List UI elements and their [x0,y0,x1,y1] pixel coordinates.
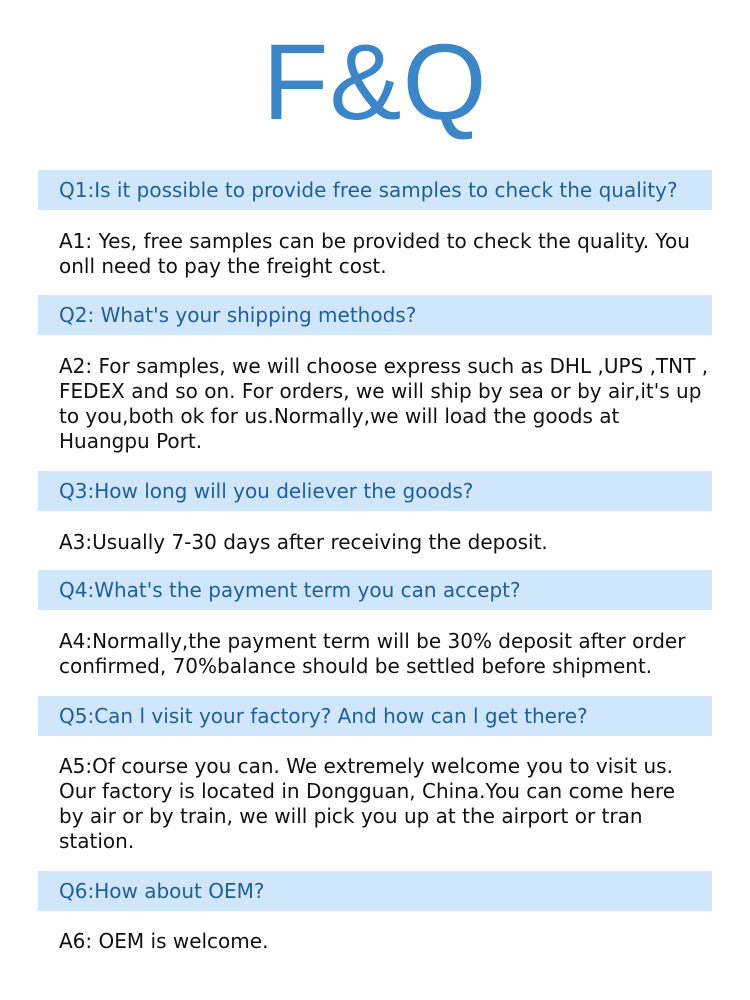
question-bar-1 [38,170,712,210]
question-bar-4 [38,570,712,610]
answer-text: Of course you can. We extremely welcome you to visit us. [92,754,673,778]
answer-label: A6: [59,929,93,953]
answer-3 [59,530,719,555]
answer-line [59,229,719,254]
answer-line: station. [59,829,135,853]
answer-label: A4: [59,629,93,653]
question-3-text: Q3:How long will you deliever the goods? [59,479,474,503]
question-6-text: Q6:How about OEM? [59,879,265,903]
answer-4 [59,629,719,679]
answer-line [59,354,719,379]
answer-line [59,629,719,654]
question-5-text: Q5:Can l visit your factory? And how can l get there? [59,704,588,728]
answer-6 [59,929,719,954]
answer-line: Huangpu Port. [59,429,203,453]
answer-text: Usually 7-30 days after receiving the deposit. [92,530,548,554]
answer-line: confirmed, 70%balance should be settled before shipment. [59,654,653,678]
answer-text: Normally,the payment term will be 30% deposit after order [92,629,686,653]
answer-label: A3: [59,530,93,554]
question-bar-6 [38,871,712,911]
answer-2 [59,354,719,454]
page-title: F&Q [262,21,488,142]
answer-line: by air or by train, we will pick you up at the airport or tran [59,804,643,828]
answer-text: OEM is welcome. [92,929,269,953]
question-1-text: Q1:Is it possible to provide free samples to check the quality? [59,178,678,202]
question-2-text: Q2: What's your shipping methods? [59,303,417,327]
answer-line: to you,both ok for us.Normally,we will load the goods at [59,404,620,428]
answer-line: onll need to pay the freight cost. [59,254,387,278]
answer-line: FEDEX and so on. For orders, we will ship by sea or by air,it's up [59,379,702,403]
answer-line [59,530,719,555]
answer-line: Our factory is located in Dongguan, China.You can come here [59,779,676,803]
question-bar-2 [38,295,712,335]
answer-label: A2: [59,354,93,378]
answer-label: A5: [59,754,93,778]
question-bar-5 [38,696,712,736]
question-bar-3 [38,471,712,511]
answer-5 [59,754,719,854]
answer-text: Yes, free samples can be provided to check the quality. You [92,229,690,253]
question-4-text: Q4:What's the payment term you can accept? [59,578,521,602]
answer-line [59,754,719,779]
answer-line [59,929,719,954]
answer-1 [59,229,719,279]
answer-text: For samples, we will choose express such as DHL ,UPS ,TNT , [92,354,709,378]
answer-label: A1: [59,229,93,253]
